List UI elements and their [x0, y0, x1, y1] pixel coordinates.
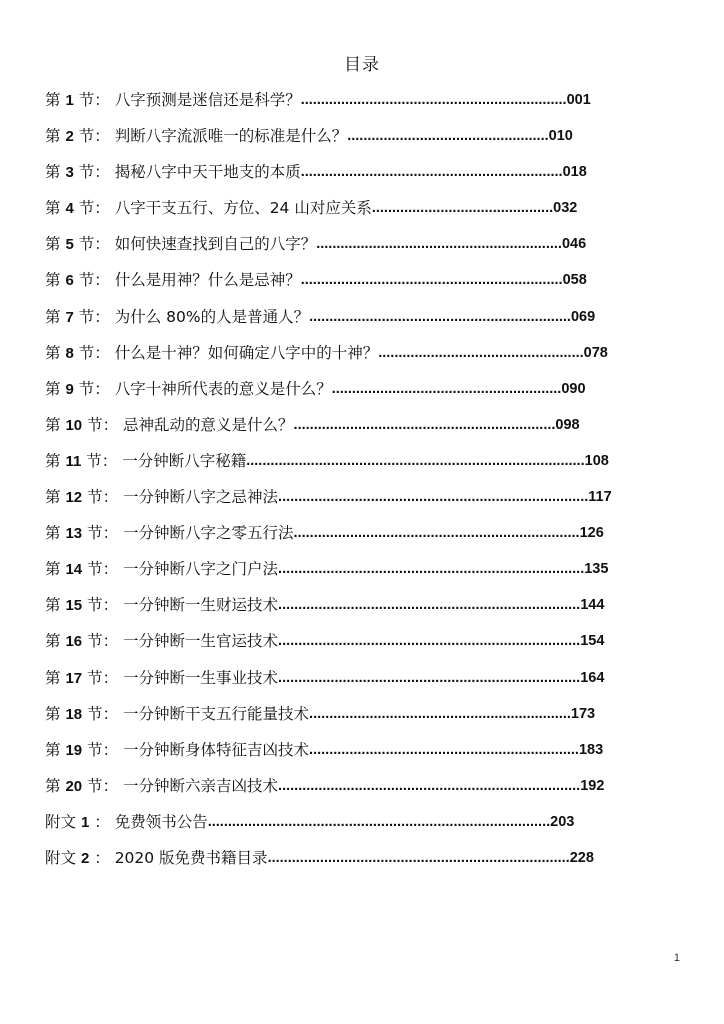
toc-entry-page: 010 — [548, 128, 573, 145]
toc-entry-number: 20 — [65, 777, 83, 795]
toc-entry-number: 1 — [65, 92, 74, 109]
toc-entry-leader: ............................................. — [371, 200, 554, 217]
toc-entry-leader: ................................................... — [378, 344, 584, 361]
toc-entry-page: 108 — [584, 452, 609, 469]
toc-entry-label — [45, 342, 110, 365]
toc-entry-suffix: ： — [94, 848, 110, 867]
toc-entry-prefix: 第 — [45, 740, 61, 759]
toc-entry-page: 135 — [584, 561, 609, 578]
toc-entry-suffix: 节： — [87, 632, 119, 651]
toc-entry-prefix: 第 — [45, 91, 61, 109]
toc-entry-prefix: 第 — [45, 488, 61, 507]
toc-entry[interactable] — [45, 269, 685, 305]
toc-entry-number: 8 — [65, 344, 74, 362]
toc-entry-title: 免费领书公告 — [114, 812, 208, 831]
toc-entry-page: 154 — [580, 633, 605, 650]
toc-entry-page: 164 — [580, 669, 605, 686]
toc-entry-suffix: 节： — [78, 379, 110, 398]
toc-entry[interactable] — [45, 414, 685, 450]
toc-entry-page: 078 — [583, 344, 608, 361]
toc-entry-number: 2 — [65, 128, 74, 146]
toc-entry-suffix: 节： — [78, 343, 110, 362]
toc-entry-suffix: 节： — [87, 415, 119, 434]
toc-entry-suffix: 节： — [87, 776, 119, 795]
toc-entry-leader: .................................................. — [347, 128, 549, 145]
toc-entry-suffix: 节： — [87, 704, 119, 723]
toc-entry-page: 126 — [579, 525, 604, 542]
toc-entry-prefix: 第 — [45, 668, 61, 687]
table-of-contents — [45, 89, 685, 883]
toc-entry-prefix: 第 — [45, 704, 61, 723]
toc-entry-prefix: 第 — [45, 163, 61, 182]
toc-entry-title: 一分钟断八字之零五行法 — [123, 524, 294, 543]
toc-entry-title: 什么是十神？如何确定八字中的十神？ — [114, 343, 379, 362]
toc-entry-label — [45, 847, 110, 870]
toc-entry-leader: ............................................................................. — [278, 489, 589, 506]
toc-entry-leader: ......................................................... — [331, 380, 562, 397]
toc-entry[interactable] — [45, 378, 685, 414]
toc-entry-suffix: 节： — [87, 488, 119, 507]
toc-entry-page: 228 — [569, 849, 594, 866]
toc-entry-prefix: 附文 — [45, 848, 77, 867]
toc-entry-number: 9 — [65, 380, 74, 398]
toc-entry-title: 一分钟断一生事业技术 — [123, 668, 279, 687]
toc-entry-title: 如何快速查找到自己的八字？ — [114, 235, 317, 254]
toc-entry-leader: ....................................................................... — [293, 525, 580, 542]
toc-entry-label — [45, 306, 110, 329]
toc-entry-number: 12 — [65, 489, 83, 507]
toc-entry-number: 17 — [65, 669, 83, 687]
toc-entry-number: 7 — [65, 308, 74, 326]
toc-entry-label — [45, 703, 118, 726]
toc-entry[interactable] — [45, 161, 685, 197]
toc-entry[interactable] — [45, 306, 685, 342]
toc-entry-leader: ................................................................. — [309, 308, 571, 325]
toc-entry-number: 3 — [65, 164, 74, 182]
toc-entry-number: 6 — [65, 272, 74, 290]
toc-entry-label — [45, 811, 110, 834]
toc-entry[interactable] — [45, 233, 685, 269]
toc-entry[interactable] — [45, 667, 685, 703]
toc-entry-page: 203 — [550, 813, 575, 830]
toc-entry[interactable] — [45, 522, 685, 558]
toc-entry-label — [45, 522, 118, 545]
toc-entry-title: 一分钟断身体特征吉凶技术 — [123, 740, 310, 759]
toc-entry-prefix: 第 — [45, 632, 61, 651]
toc-entry[interactable] — [45, 342, 685, 378]
toc-entry-leader: ................................................................... — [309, 741, 579, 758]
toc-entry-suffix: 节： — [78, 271, 110, 290]
toc-entry-title: 什么是用神？什么是忌神？ — [114, 271, 301, 290]
toc-entry-suffix: 节： — [78, 199, 110, 218]
toc-entry-suffix: 节： — [87, 596, 119, 615]
toc-entry-page: 001 — [566, 92, 591, 108]
toc-entry-label — [45, 89, 110, 112]
toc-entry[interactable] — [45, 486, 685, 522]
toc-entry-label — [45, 594, 118, 617]
toc-entry-page: 018 — [562, 164, 587, 181]
toc-entry[interactable] — [45, 125, 685, 161]
toc-entry-title: 一分钟断八字之忌神法 — [123, 488, 279, 507]
toc-entry[interactable] — [45, 811, 685, 847]
toc-entry-number: 4 — [65, 200, 74, 218]
toc-entry-title: 一分钟断八字之门户法 — [123, 560, 279, 579]
toc-entry[interactable] — [45, 775, 685, 811]
toc-entry-title: 一分钟断一生官运技术 — [123, 632, 279, 651]
toc-entry-page: 058 — [562, 272, 587, 289]
toc-entry-page: 032 — [553, 200, 578, 217]
toc-entry-leader: ................................................................. — [300, 164, 563, 181]
toc-entry-number: 14 — [65, 561, 83, 579]
toc-entry-leader: ........................................................................... — [278, 669, 581, 686]
toc-entry-leader: ................................................................. — [300, 272, 563, 289]
toc-entry-prefix: 附文 — [45, 812, 77, 831]
toc-entry-number: 1 — [80, 813, 90, 831]
toc-entry-page: 098 — [555, 416, 580, 433]
toc-entry-prefix: 第 — [45, 199, 61, 218]
toc-entry-number: 5 — [65, 236, 74, 254]
toc-entry-title: 忌神乱动的意义是什么？ — [123, 415, 294, 434]
toc-entry-prefix: 第 — [45, 776, 61, 795]
page-title: 目录 — [344, 55, 380, 75]
toc-entry-leader: ........................................................................... — [278, 597, 581, 614]
toc-entry-title: 2020 版免费书籍目录 — [114, 848, 268, 867]
toc-entry-suffix: 节： — [87, 740, 119, 759]
toc-entry-page: 192 — [580, 777, 605, 794]
toc-entry-leader: ........................................................................... — [267, 849, 570, 866]
toc-entry-number: 15 — [65, 597, 83, 615]
toc-entry-number: 2 — [80, 849, 90, 867]
toc-entry-label — [45, 739, 118, 762]
toc-entry-leader: ............................................................................ — [278, 561, 585, 578]
toc-entry-leader: ........................................................................... — [278, 633, 581, 650]
toc-entry[interactable] — [45, 558, 685, 594]
toc-entry-number: 16 — [65, 633, 83, 651]
toc-entry-prefix: 第 — [45, 596, 61, 615]
toc-entry-suffix: ： — [94, 812, 110, 831]
toc-entry-prefix: 第 — [45, 343, 61, 362]
toc-entry-leader: ........................................................................... — [278, 777, 581, 794]
toc-entry-prefix: 第 — [45, 271, 61, 290]
toc-entry-title: 一分钟断干支五行能量技术 — [123, 704, 310, 723]
toc-entry-leader: ................................................................. — [293, 416, 556, 433]
toc-entry-title: 一分钟断六亲吉凶技术 — [123, 776, 279, 795]
toc-entry-page: 090 — [561, 380, 586, 397]
toc-entry-title: 判断八字流派唯一的标准是什么？ — [114, 127, 348, 146]
toc-entry-page: 144 — [580, 597, 605, 614]
toc-entry[interactable] — [45, 630, 685, 666]
toc-entry-prefix: 第 — [45, 415, 61, 434]
toc-entry-suffix: 节： — [87, 668, 119, 687]
toc-entry-prefix: 第 — [45, 307, 61, 326]
toc-entry[interactable] — [45, 847, 685, 883]
toc-entry-page: 117 — [588, 489, 612, 506]
toc-entry-label — [45, 233, 110, 256]
toc-entry[interactable] — [45, 197, 685, 233]
toc-entry-leader: .................................................................................... — [246, 452, 585, 469]
toc-entry-label — [45, 125, 110, 148]
toc-entry-title: 揭秘八字中天干地支的本质 — [114, 163, 301, 182]
toc-entry-leader: ............................................................. — [316, 236, 562, 253]
toc-entry-page: 173 — [570, 705, 596, 722]
toc-entry-suffix: 节： — [78, 163, 110, 182]
toc-entry-suffix: 节： — [87, 524, 119, 543]
toc-entry-suffix: 节： — [78, 127, 110, 146]
toc-entry-number: 18 — [65, 705, 83, 723]
toc-entry-label — [45, 450, 117, 473]
toc-entry-title: 为什么 80%的人是普通人？ — [114, 307, 310, 326]
toc-entry-label — [45, 269, 110, 292]
toc-entry-suffix: 节： — [87, 560, 119, 579]
toc-entry-label — [45, 414, 118, 437]
toc-entry-suffix: 节： — [78, 307, 110, 326]
toc-entry-title: 八字预测是迷信还是科学？ — [114, 91, 301, 109]
toc-entry-prefix: 第 — [45, 524, 61, 543]
toc-entry-label — [45, 558, 118, 581]
toc-entry-label — [45, 161, 110, 184]
toc-entry-prefix: 第 — [45, 379, 61, 398]
toc-entry-label — [45, 667, 118, 690]
toc-entry-number: 11 — [65, 452, 82, 470]
toc-entry-number: 19 — [65, 741, 83, 759]
toc-entry-page: 046 — [561, 236, 587, 253]
toc-entry[interactable] — [45, 739, 685, 775]
toc-entry-label — [45, 197, 110, 220]
toc-entry-prefix: 第 — [45, 560, 61, 579]
toc-entry-leader: ..................................................................................... — [207, 813, 551, 830]
toc-entry-number: 10 — [65, 416, 83, 434]
toc-entry-leader: ................................................................. — [309, 705, 571, 722]
toc-entry[interactable] — [45, 89, 685, 125]
toc-entry-leader: .................................................................. — [300, 92, 567, 108]
toc-entry-prefix: 第 — [45, 235, 61, 254]
toc-entry-label — [45, 378, 110, 401]
toc-entry-number: 13 — [65, 525, 83, 543]
toc-entry-page: 069 — [570, 308, 596, 325]
toc-entry-title: 一分钟断八字秘籍 — [122, 451, 247, 470]
toc-entry-page: 183 — [578, 741, 604, 758]
toc-entry-suffix: 节： — [86, 451, 118, 470]
toc-entry-label — [45, 486, 118, 509]
toc-entry-title: 一分钟断一生财运技术 — [123, 596, 279, 615]
toc-entry[interactable] — [45, 594, 685, 630]
toc-entry-suffix: 节： — [78, 235, 110, 254]
toc-entry[interactable] — [45, 703, 685, 739]
footer-page-number: 1 — [673, 952, 680, 964]
toc-entry-label — [45, 775, 118, 798]
toc-entry-prefix: 第 — [45, 451, 61, 470]
toc-entry-label — [45, 630, 118, 653]
toc-entry-suffix: 节： — [78, 91, 110, 109]
toc-entry-title: 八字干支五行、方位、24 山对应关系 — [114, 199, 372, 218]
toc-entry[interactable] — [45, 450, 685, 486]
toc-entry-prefix: 第 — [45, 127, 61, 146]
toc-entry-title: 八字十神所代表的意义是什么？ — [114, 379, 332, 398]
